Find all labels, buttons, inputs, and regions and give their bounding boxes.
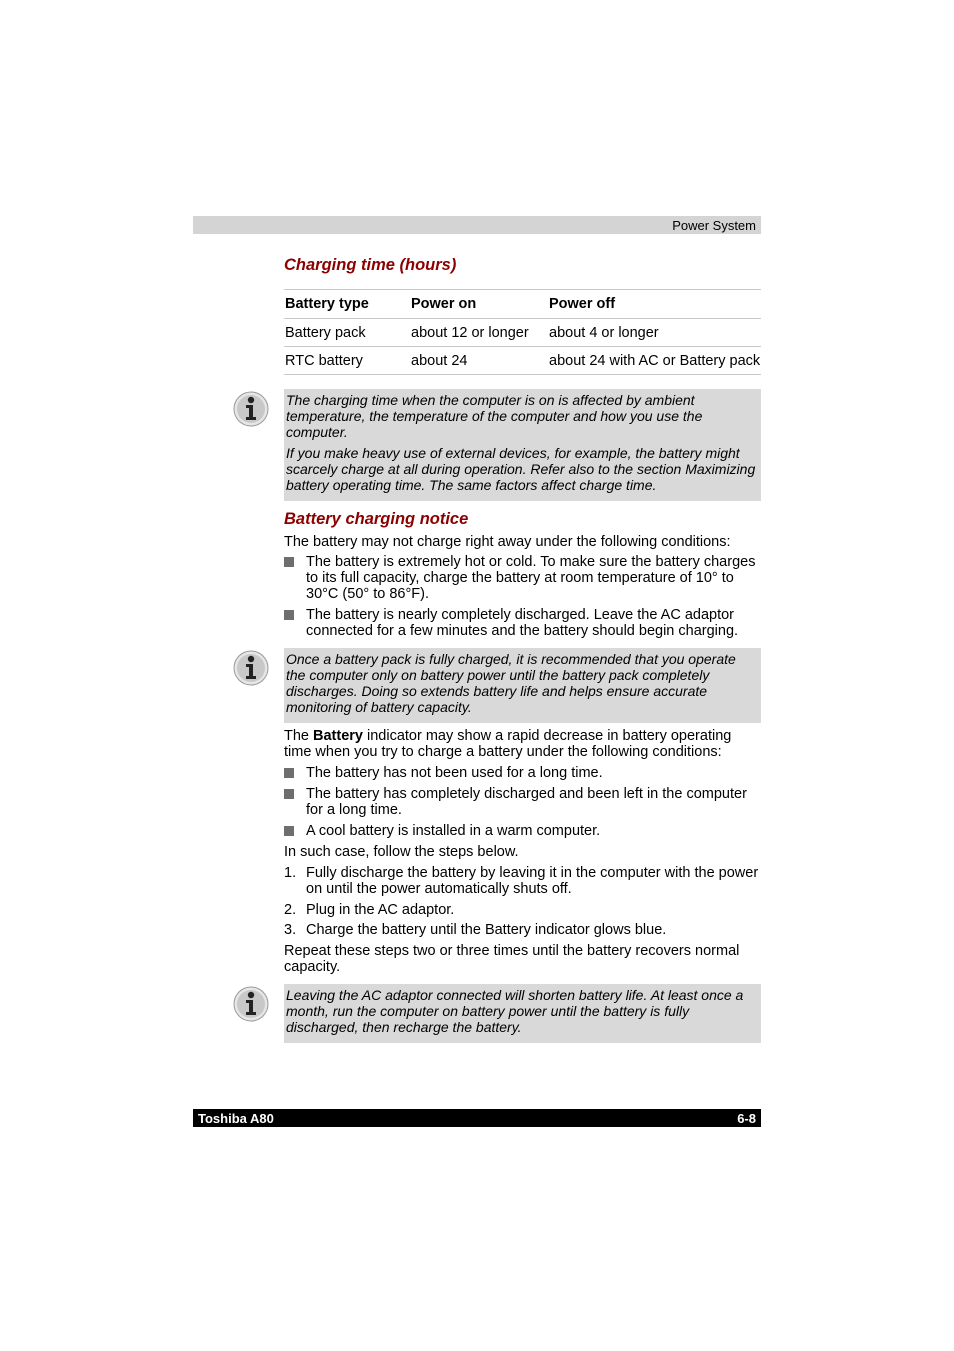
- step-item: [284, 922, 761, 938]
- bullet-square-icon: [284, 610, 294, 620]
- info-icon: [233, 391, 269, 427]
- list-item: [284, 786, 761, 818]
- step-item: [284, 865, 761, 897]
- note-text: Leaving the AC adaptor connected will shorten battery life. At least once a month, run the computer on battery power until the battery is fully discharged, then recharge the battery.: [286, 987, 744, 1035]
- repeat-paragraph: Repeat these steps two or three times until the battery recovers normal capacity.: [284, 943, 740, 975]
- list-item: [284, 607, 761, 639]
- battery-indicator-term: Battery: [313, 728, 363, 744]
- list-item: [284, 823, 761, 839]
- text-span: indicator may show a rapid decrease in battery operating time when you try to charge a battery under the following conditions:: [284, 728, 732, 760]
- bullet-square-icon: [284, 768, 294, 778]
- step-number: 1.: [284, 865, 297, 881]
- list-item-text: The battery is nearly completely discharged. Leave the AC adaptor connected for a few minutes and the battery should begin charging.: [306, 607, 739, 639]
- page-number: 6-8: [737, 1111, 756, 1126]
- list-item-text: The battery is extremely hot or cold. To make sure the battery charges to its full capacity, charge the battery at room temperature of 10° to 30°C (50° to 86°F).: [306, 554, 756, 602]
- table-row: [284, 319, 761, 347]
- bullet-square-icon: [284, 789, 294, 799]
- table-cell: about 4 or longer: [549, 319, 761, 347]
- table-cell: about 24: [411, 347, 549, 375]
- note-text: The charging time when the computer is on is affected by ambient temperature, the temperature of the computer and how you use the computer.: [286, 392, 703, 440]
- text-span: The: [284, 728, 314, 744]
- section-title: Power System: [672, 218, 756, 233]
- table-row: [284, 347, 761, 375]
- battery-charging-notice-heading: Battery charging notice: [284, 510, 469, 528]
- list-item: [284, 765, 761, 781]
- charging-time-heading: Charging time (hours): [284, 256, 457, 274]
- info-icon: [233, 650, 269, 686]
- info-icon: [233, 986, 269, 1022]
- column-header: Battery type: [284, 290, 411, 319]
- bullet-square-icon: [284, 557, 294, 567]
- table-cell: Battery pack: [284, 319, 411, 347]
- footer-model: Toshiba A80: [198, 1111, 274, 1126]
- steps-intro: In such case, follow the steps below.: [284, 844, 519, 860]
- page-content: [284, 255, 761, 1043]
- step-text: Fully discharge the battery by leaving it in the computer with the power on until the power automatically shuts off.: [306, 865, 759, 897]
- step-text: Charge the battery until the Battery indicator glows blue.: [306, 922, 667, 938]
- info-note: [284, 648, 761, 723]
- bullet-square-icon: [284, 826, 294, 836]
- list-item-text: A cool battery is installed in a warm computer.: [306, 823, 601, 839]
- header-bar: [193, 216, 761, 234]
- step-text: Plug in the AC adaptor.: [306, 902, 455, 918]
- column-header: Power on: [411, 290, 549, 319]
- charging-time-table: [284, 289, 761, 375]
- list-item-text: The battery has completely discharged and been left in the computer for a long time.: [306, 786, 747, 818]
- list-item: [284, 554, 761, 602]
- table-header-row: [284, 290, 761, 319]
- list-item-text: The battery has not been used for a long time.: [306, 765, 603, 781]
- footer-bar: [193, 1109, 761, 1127]
- column-header: Power off: [549, 290, 761, 319]
- info-note: [284, 984, 761, 1043]
- step-number: 3.: [284, 922, 297, 938]
- battery-indicator-paragraph: [284, 728, 761, 760]
- table-cell: about 12 or longer: [411, 319, 549, 347]
- info-note: [284, 389, 761, 501]
- step-number: 2.: [284, 902, 297, 918]
- table-cell: about 24 with AC or Battery pack: [549, 347, 761, 375]
- table-cell: RTC battery: [284, 347, 411, 375]
- notice-intro: The battery may not charge right away under the following conditions:: [284, 534, 731, 550]
- note-text: Once a battery pack is fully charged, it is recommended that you operate the computer only on battery power until the battery pack completely discharges. Doing so extends battery life and helps ensure accurate monitoring of battery capacity.: [286, 651, 736, 715]
- step-item: [284, 902, 761, 918]
- note-text: If you make heavy use of external devices, for example, the battery might scarcely charge at all during operation. Refer also to the section Maximizing battery operating time. The same factors affect charge time.: [286, 445, 756, 493]
